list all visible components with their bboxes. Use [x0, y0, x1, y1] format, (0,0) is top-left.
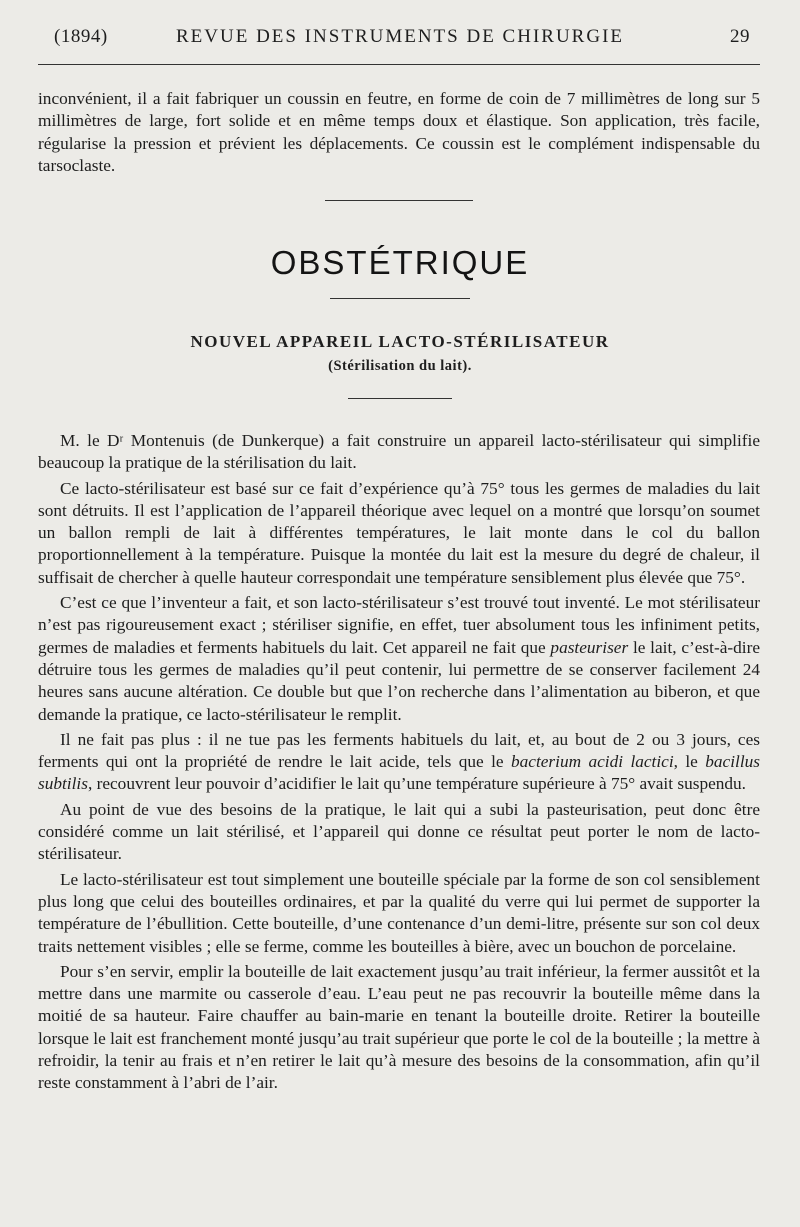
text-run: , recouvrent leur pouvoir d’acidifier le lait qu’une température supérieure à 75° avait suspendu.	[87, 774, 747, 794]
italic-term: bacillus subtilis	[38, 752, 760, 794]
intro-paragraph: inconvénient, il a fait fabriquer un coussin en feutre, en forme de coin de 7 millimètres de long sur 5 millimètres de large, fort solide et en même temps doux et élastique. Son application, très facile, régularise la pression et prévient les déplacements. Ce coussin est le complément indispensable du tarsoclaste.	[38, 89, 760, 175]
header-year: (1894)	[54, 26, 108, 47]
text-run: Il ne fait pas plus : il ne tue pas les ferments habituels du lait, et, au bout de 2 ou 3 jours, ces ferments qui ont la propriété de rendre le lait acide, tels que le	[38, 729, 760, 772]
page-number: 29	[730, 26, 750, 47]
separator-rule	[330, 298, 470, 299]
paragraph: Ce lacto-stérilisateur est basé sur ce fait d’expérience qu’à 75° tous les germes de maladies du lait sont détruits. Il est l’application de l’appareil théorique avec lequel on a montré que lorsqu’on soumet un ballon rempli de lait à différentes températures, le lait monte dans le col du ballon proportionnellement à la température. Puisque la montée du lait est la mesure du degré de chaleur, il suffisait de chercher à quelle hauteur correspondait une température sensiblement plus élevée que 75°.	[38, 478, 760, 587]
paragraph: Pour s’en servir, emplir la bouteille de lait exactement jusqu’au trait inférieur, la fermer aussitôt et la mettre dans une marmite ou casserole d’eau. L’eau peut ne pas recouvrir la bouteille même dans la moitié de sa hauteur. Faire chauffer au bain-marie en tenant la bouteille droite. Retirer la bouteille lorsque le lait est franchement monté jusqu’au trait supérieur que porte le col de la bouteille ; la mettre à refroidir, la tenir au frais et n’en retirer le lait qu’à mesure des besoins de la consommation, afin qu’il reste constamment à l’abri de l’air.	[38, 961, 760, 1093]
header-rule	[38, 64, 760, 65]
paragraph: M. le Dʳ Montenuis (de Dunkerque) a fait construire un appareil lacto-stérilisateur qui simplifie beaucoup la pratique de la stérilisation du lait.	[38, 431, 760, 473]
intro-block	[38, 88, 760, 177]
paragraph	[38, 729, 760, 796]
text-run: , le	[673, 752, 706, 772]
separator-rule	[348, 398, 452, 399]
text-run: le lait, c’est-à-dire détruire tous les germes de maladies qu’il peut contenir, lui permettre de se conserver facilement 24 heures sans aucune altération. Ce double but que l’on recherche dans l’alimentation au biberon, et que demande la pratique, ce lacto-stérilisateur le remplit.	[38, 637, 760, 724]
italic-term: bacterium acidi lactici	[511, 752, 674, 772]
running-header	[40, 26, 760, 56]
article-subtitle: (Stérilisation du lait).	[328, 358, 472, 374]
italic-term: pasteuriser	[550, 637, 629, 657]
paragraph: Au point de vue des besoins de la pratique, le lait qui a subi la pasteurisation, peut donc être considéré comme un lait stérilisé, et l’appareil qui donne ce résultat peut porter le nom de lacto-stérilisateur.	[38, 799, 760, 864]
section-title: OBSTÉTRIQUE	[270, 244, 530, 281]
article-title: NOUVEL APPAREIL LACTO-STÉRILISATEUR	[190, 332, 610, 351]
journal-title: REVUE DES INSTRUMENTS DE CHIRURGIE	[176, 26, 624, 47]
separator-rule	[325, 200, 473, 201]
paragraph	[38, 592, 760, 726]
paragraph: Le lacto-stérilisateur est tout simplement une bouteille spéciale par la forme de son col sensiblement plus long que celui des bouteilles ordinaires, et par la qualité du verre qui lui permet de supporter la température de l’ébullition. Cette bouteille, d’une contenance d’un demi-litre, présente sur son col deux traits nettement visibles ; elle se ferme, comme les bouteilles à bière, avec un bouchon de porcelaine.	[38, 869, 760, 956]
text-run: C’est ce que l’inventeur a fait, et son lacto-stérilisateur s’est trouvé tout inventé. Le mot stérilisateur n’est pas rigoureusement exact ; stériliser signifie, en effet, tuer absolument tous les infiniment petits, germes de maladies et ferments habituels du lait. Cet appareil ne fait que	[38, 593, 760, 657]
article-body	[38, 430, 760, 1095]
